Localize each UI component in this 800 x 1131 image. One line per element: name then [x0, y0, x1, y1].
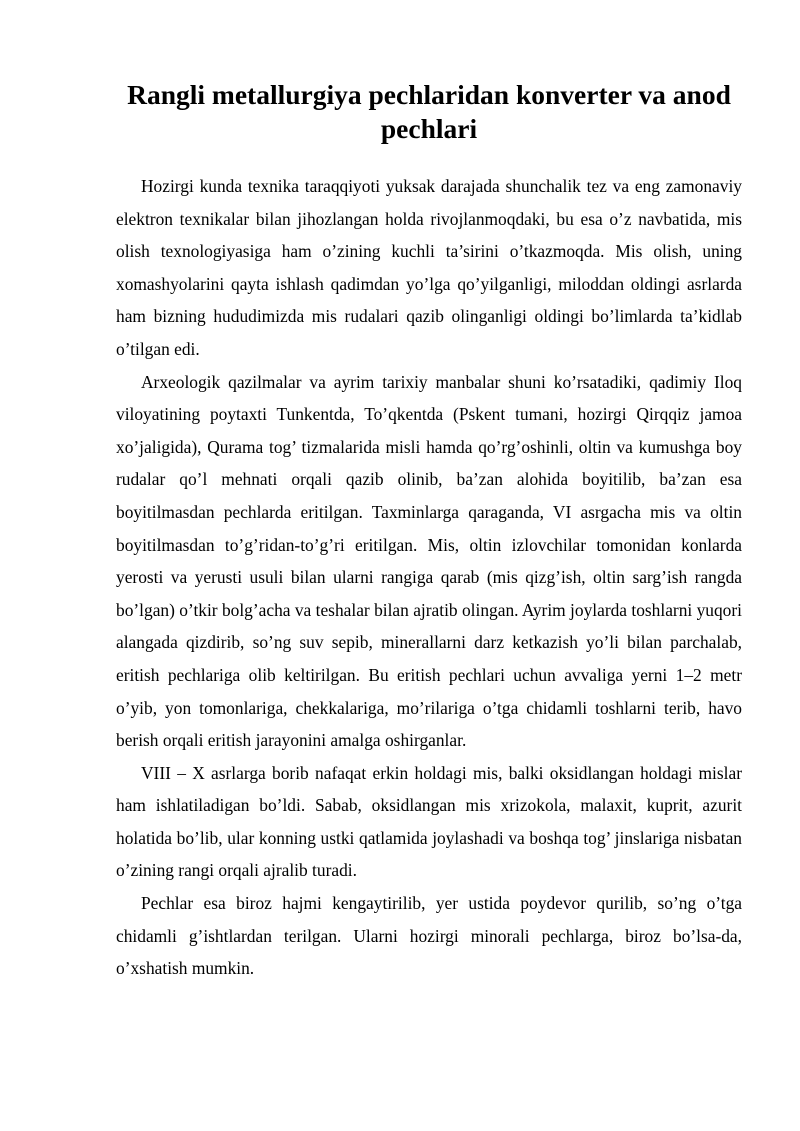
- paragraph-3: VIII – X asrlarga borib nafaqat erkin holdagi mis, balki oksidlangan holdagi mislar ham ishlatiladigan bo’ldi. Sabab, oksidlangan mis xrizokola, malaxit, kuprit, azurit holatida bo’lib, ular konning ustki qatlamida joylashadi va boshqa tog’ jinslariga nisbatan o’zining rangi orqali ajralib turadi.: [116, 762, 742, 881]
- paragraph-4: Pechlar esa biroz hajmi kengaytirilib, yer ustida poydevor qurilib, so’ng o’tga chidamli g’ishtlardan terilgan. Ularni hozirgi minorali pechlarga, biroz bo’lsa-da, o’xshatish mumkin.: [116, 893, 742, 979]
- paragraph-2: Arxeologik qazilmalar va ayrim tarixiy manbalar shuni ko’rsatadiki, qadimiy Iloq viloyatining poytaxti Tunkentda, To’qkentda (Pskent tumani, hozirgi Qirqqiz jamoa xo’jaligida), Qurama tog’ tizmalarida misli hamda qo’rg’oshinli, oltin va kumushga boy rudalar qo’l mehnati orqali qazib olinib, ba’zan alohida boyitilib, ba’zan esa boyitilmasdan pechlarda eritilgan. Taxminlarga qaraganda, VI asrgacha mis va oltin boyitilmasdan to’g’ridan-to’g’ri eritilgan. Mis, oltin izlovchilar tomonidan konlarda yerosti va yerusti usuli bilan ularni rangiga qarab (mis qizg’ish, oltin sarg’ish rangda bo’lgan) o’tkir bolg’acha va teshalar bilan ajratib olingan. Ayrim joylarda toshlarni yuqori alangada qizdirib, so’ng suv sepib, minerallarni darz ketkazish yo’li bilan parchalab, eritish pechlariga olib keltirilgan. Bu eritish pechlari uchun avvaliga yerni 1–2 metr o’yib, yon tomonlariga, chekkalariga, mo’rilariga o’tga chidamli toshlarni terib, havo berish orqali eritish jarayonini amalga oshirganlar.: [116, 371, 742, 751]
- document-page: [116, 78, 742, 985]
- page-title: Rangli metallurgiya pechlaridan konverter va anod pechlari: [127, 79, 731, 144]
- paragraph-1: Hozirgi kunda texnika taraqqiyoti yuksak darajada shunchalik tez va eng zamonaviy elektron texnikalar bilan jihozlangan holda rivojlanmoqdaki, bu esa o’z navbatida, mis olish texnologiyasiga ham o’zining kuchli ta’sirini o’tkazmoqda. Mis olish, uning xomashyolarini qayta ishlash qadimdan yo’lga qo’yilganligi, miloddan oldingi asrlarda ham bizning hududimizda mis rudalari qazib olinganligi oldingi bo’limlarda ta’kidlab o’tilgan edi.: [116, 176, 742, 359]
